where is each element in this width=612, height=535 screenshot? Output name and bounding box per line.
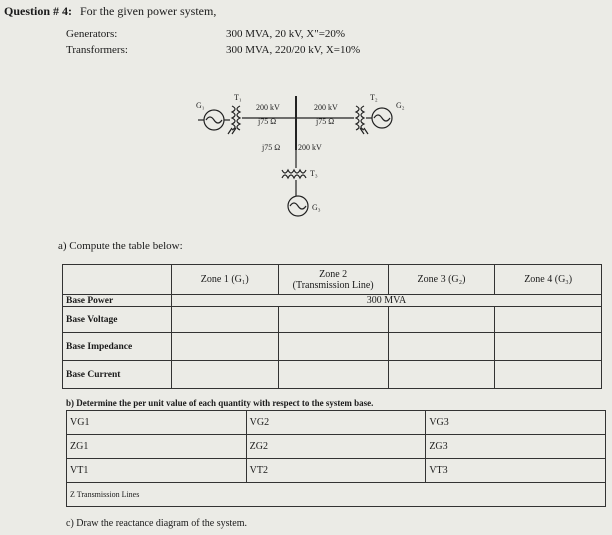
generators-spec: 300 MVA, 20 kV, X"=20% [226,28,346,40]
table-corner [63,265,172,295]
base-power-value: 300 MVA [171,295,601,307]
generator-g1-wave [206,117,222,123]
cell-zg3[interactable]: ZG3 [426,435,606,459]
g1-label: G₁ [196,101,205,110]
base-values-table [62,264,602,389]
row-base-current: Base Current [63,361,172,389]
transformer-t2-primary [356,106,359,130]
transformers-label: Transformers: [66,44,128,56]
col-zone2: Zone 2 (Transmission Line) [278,265,388,295]
cell-current-z2[interactable] [278,361,388,389]
cell-current-z3[interactable] [388,361,495,389]
transformer-t1-primary [232,106,235,130]
cell-vg3[interactable]: VG3 [426,411,606,435]
cell-voltage-z4[interactable] [495,307,602,333]
cell-vt2[interactable]: VT2 [246,459,426,483]
row-base-voltage: Base Voltage [63,307,172,333]
cell-current-z4[interactable] [495,361,602,389]
t2-label: T₂ [370,93,378,102]
line-right-z: j75 Ω [316,117,335,126]
cell-vt1[interactable]: VT1 [67,459,247,483]
question-prompt: For the given power system, [80,4,217,18]
t1-label: T₁ [234,93,242,102]
transformer-t3-primary [282,170,306,173]
transformer-t2-secondary [361,106,364,130]
part-b-prompt: b) Determine the per unit value of each quantity with respect to the system base. [66,398,374,408]
part-a-prompt: a) Compute the table below: [58,240,183,252]
cell-zg2[interactable]: ZG2 [246,435,426,459]
line-down-z: j75 Ω [262,143,281,152]
transformer-t3-secondary [282,175,306,178]
cell-voltage-z1[interactable] [171,307,278,333]
line-down-kv: 200 kV [298,143,322,152]
cell-impedance-z1[interactable] [171,333,278,361]
cell-vg2[interactable]: VG2 [246,411,426,435]
line-right-kv: 200 kV [314,103,338,112]
row-base-power: Base Power [63,295,172,307]
cell-vg1[interactable]: VG1 [67,411,247,435]
part-c-prompt: c) Draw the reactance diagram of the system. [66,518,248,529]
cell-vt3[interactable]: VT3 [426,459,606,483]
cell-current-z1[interactable] [171,361,278,389]
g2-label: G₂ [396,101,405,110]
transformers-spec: 300 MVA, 220/20 kV, X=10% [226,44,361,56]
cell-impedance-z3[interactable] [388,333,495,361]
cell-impedance-z4[interactable] [495,333,602,361]
generators-label: Generators: [66,28,118,40]
line-left-z: j75 Ω [258,117,277,126]
cell-zg1[interactable]: ZG1 [67,435,247,459]
question-number: Question # 4: [4,4,73,18]
cell-voltage-z3[interactable] [388,307,495,333]
line-left-kv: 200 kV [256,103,280,112]
cell-voltage-z2[interactable] [278,307,388,333]
col-zone1: Zone 1 (G₁) [171,265,278,295]
col-zone4: Zone 4 (G₃) [495,265,602,295]
t3-label: T₃ [310,169,318,178]
cell-impedance-z2[interactable] [278,333,388,361]
cell-zline[interactable]: Z Transmission Lines [67,483,606,507]
g3-label: G₃ [312,203,321,212]
transformer-t1-secondary [237,106,240,130]
power-system-diagram [0,0,612,230]
col-zone3: Zone 3 (G₂) [388,265,495,295]
per-unit-table [66,410,606,507]
row-base-impedance: Base Impedance [63,333,172,361]
